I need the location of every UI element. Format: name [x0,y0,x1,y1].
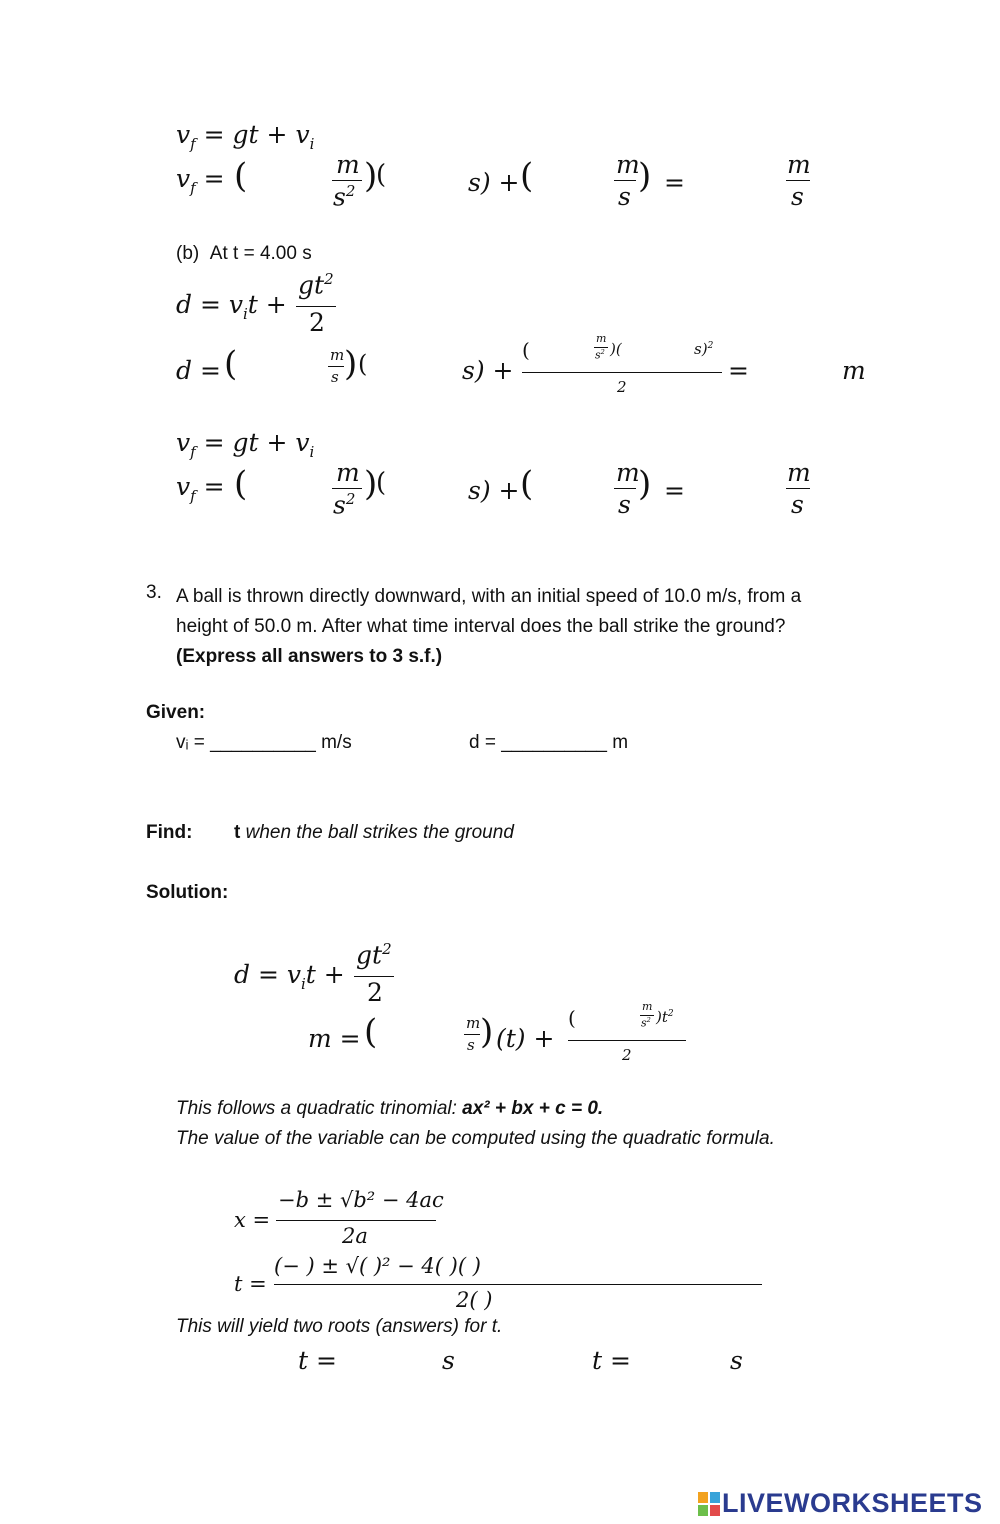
given-d: d = __________ m [469,732,629,753]
logo-icon [698,1492,720,1516]
d-formula-b: $d = v_it$ + $gt^2$ 2 [176,270,376,342]
answer-t2: t = [592,1346,631,1375]
solution-substitution: m = ( m s ) (t) + ( m $s^2$ )$t^2$ 2 [308,1006,708,1070]
answer-unit-2: s [730,1346,743,1375]
given-label: Given: [146,702,206,723]
problem-3-text: A ball is thrown directly downward, with an initial speed of 10.0 m/s, from a height of 50.0 m. After what time interval does the ball strike the ground? (Express all answers to 3 s.f.) [176,586,802,667]
roots-note: This will yield two roots (answers) for t. [176,1316,503,1337]
vi-blank[interactable]: __________ [210,732,316,753]
quadratic-note: This follows a quadratic trinomial: ax² + bx + c = 0. [176,1098,604,1119]
quadratic-note-2: The value of the variable can be computed using the quadratic formula. [176,1128,775,1149]
solution-label: Solution: [146,882,229,903]
problem-3-number: 3. [146,582,162,603]
d-formula-solution: $d = v_it$ + $gt^2$ 2 [234,940,434,1012]
answer-unit-1: s [442,1346,455,1375]
vf-substitution-top: $v_f$ = ( m $s^2$ ) ( s) + ( m s ) = m s [176,150,811,212]
given-vi: vᵢ = __________ m/s [176,732,352,753]
quadratic-formula: x = −b ± √b² − 4ac 2a [234,1188,444,1248]
find-text: t when the ball strikes the ground [234,822,514,843]
answer-t1: t = [298,1346,337,1375]
d-blank[interactable]: __________ [501,732,607,753]
d-substitution-b: d = ( m s ) ( s) + ( m $s^2$ )( s)$^2$ 2 = m [176,332,866,396]
part-b-heading: (b) At t = 4.00 s [176,243,312,264]
vf-substitution-b: $v_f$ = ( m $s^2$ ) ( s) + ( m s ) = m s [176,458,811,520]
vf-formula-top: $v_f$ = gt + $v_i$ [176,120,315,153]
vf-formula-b: $v_f$ = gt + $v_i$ [176,428,315,461]
find-label: Find: [146,822,193,843]
quadratic-substitution: t = (− ) ± √( )² − 4( )( ) 2( ) [234,1250,774,1316]
